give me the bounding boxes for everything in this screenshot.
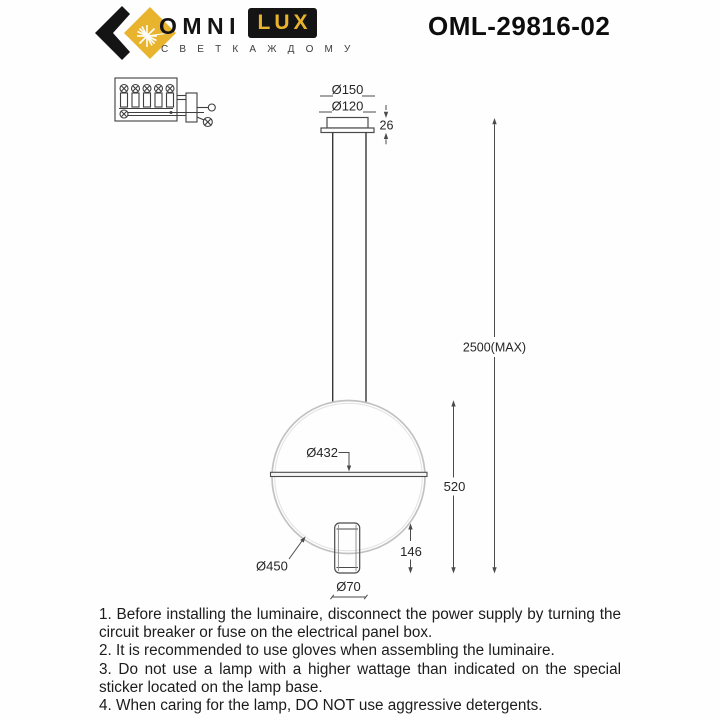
- wiring-diagram: [115, 78, 215, 127]
- brand-name-primary: OMNI: [159, 13, 242, 39]
- instruction-item: 3. Do not use a lamp with a higher wattage than indicated on the special sticker located on the lamp base.: [99, 660, 621, 696]
- terminal-block-screws: [120, 85, 174, 108]
- canopy-body: [327, 118, 368, 129]
- inner-shelf-bar: [271, 472, 428, 476]
- instruction-item: 2. It is recommended to use gloves when assembling the luminaire.: [99, 642, 555, 660]
- dim-label-socket-height: 146: [400, 544, 422, 559]
- dim-body-height: [444, 400, 466, 573]
- brand-name-secondary-badge: LUX: [248, 8, 317, 38]
- dim-label-sphere-diameter: Ø450: [256, 558, 288, 574]
- brand-tagline: С В Е Т К А Ж Д О М У: [161, 44, 355, 55]
- dim-label-inner-shelf-diameter: Ø432: [306, 445, 338, 460]
- lamp-socket: [335, 523, 360, 573]
- dim-label-max-suspension: 2500(MAX): [462, 340, 527, 355]
- instruction-item: 1. Before installing the luminaire, disconnect the power supply by turning the circuit breaker or fuse on the electrical panel box.: [99, 606, 621, 642]
- dim-label-canopy-diameter: Ø120: [331, 98, 364, 114]
- dim-plate-diameter: [320, 82, 375, 97]
- dim-label-plate-diameter: Ø150: [331, 82, 364, 97]
- dim-inner-shelf-diameter: [306, 445, 351, 472]
- canopy-plate: [321, 128, 374, 133]
- dim-label-socket-diameter: Ø70: [336, 579, 361, 594]
- model-number: OML-29816-02: [428, 11, 611, 41]
- dim-canopy-height: [380, 105, 394, 146]
- dim-max-suspension: [463, 118, 526, 574]
- dim-sphere-diameter: [256, 537, 306, 574]
- dim-label-canopy-height: 26: [379, 118, 394, 133]
- dim-socket-diameter: [331, 579, 368, 599]
- pendant-lamp-drawing: [256, 82, 526, 599]
- suspension-rod: [333, 133, 366, 403]
- dim-label-body-height: 520: [443, 479, 466, 494]
- installation-instructions: [99, 606, 621, 715]
- instruction-item: 4. When caring for the lamp, DO NOT use aggressive detergents.: [99, 697, 543, 715]
- dim-canopy-diameter: [319, 99, 376, 114]
